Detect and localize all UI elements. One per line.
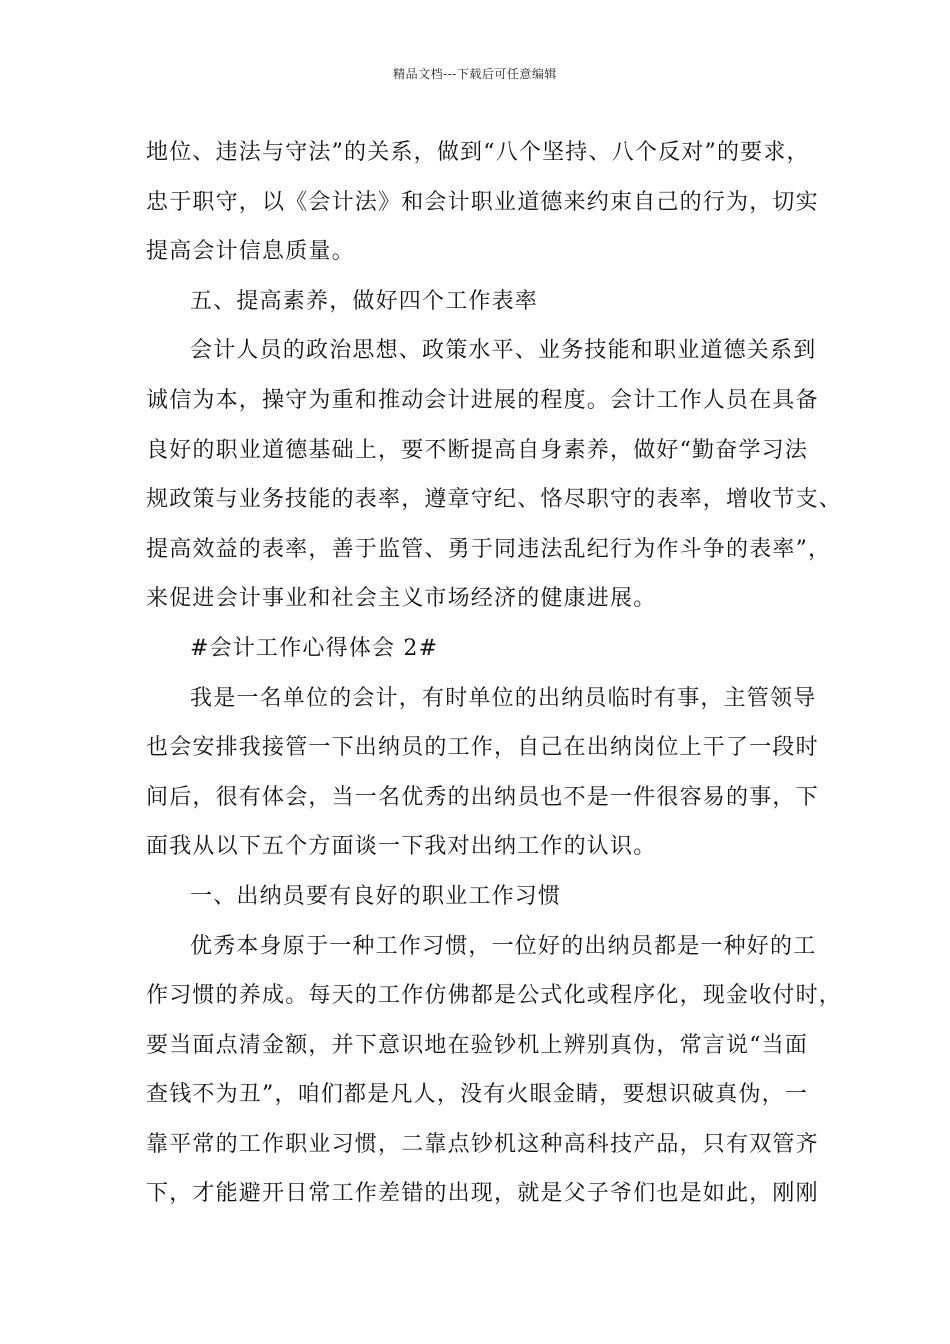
text-line: 要当面点清金额，并下意识地在验钞机上辨别真伪，常言说“当面 [146, 1032, 809, 1058]
text-line: 下，才能避开日常工作差错的出现，就是父子爷们也是如此，刚刚 [146, 1181, 819, 1207]
text-line: 间后，很有体会，当一名优秀的出纳员也不是一件很容易的事，下 [146, 784, 819, 810]
text-line: 来促进会计事业和社会主义市场经济的健康进展。 [146, 586, 657, 612]
text-line: 靠平常的工作职业习惯，二靠点钞机这种高科技产品，只有双管齐 [146, 1131, 819, 1157]
text-line: 提高会计信息质量。 [146, 239, 355, 265]
article-title: #会计工作心得体会 2# [190, 635, 439, 661]
text-line: 提高效益的表率，善于监管、勇于同违法乱纪行为作斗争的表率”， [146, 536, 832, 562]
page-header: 精品文档---下载后可任意编辑 [393, 67, 557, 81]
text-line: 优秀本身原于一种工作习惯，一位好的出纳员都是一种好的工 [190, 933, 817, 959]
text-line: 面我从以下五个方面谈一下我对出纳工作的认识。 [146, 834, 657, 860]
text-line: 忠于职守，以《会计法》和会计职业道德来约束自己的行为，切实 [146, 189, 819, 215]
text-line: 诚信为本，操守为重和推动会计进展的程度。会计工作人员在具备 [146, 387, 819, 413]
text-line: 规政策与业务技能的表率，遵章守纪、恪尽职守的表率，增收节支、 [146, 487, 843, 513]
text-line: 也会安排我接管一下出纳员的工作，自己在出纳岗位上干了一段时 [146, 735, 819, 761]
text-line: 查钱不为丑”，咱们都是凡人，没有火眼金睛，要想识破真伪，一 [146, 1082, 809, 1108]
section-heading: 五、提高素养，做好四个工作表率 [190, 288, 539, 314]
section-heading: 一、出纳员要有良好的职业工作习惯 [190, 883, 562, 909]
document-body [146, 128, 843, 1219]
text-line: 地位、违法与守法”的关系，做到“八个坚持、八个反对”的要求， [146, 140, 810, 165]
text-line: 作习惯的养成。每天的工作仿佛都是公式化或程序化，现金收付时， [146, 983, 843, 1009]
text-line: 良好的职业道德基础上，要不断提高自身素养，做好“勤奋学习法 [146, 437, 809, 463]
text-line: 会计人员的政治思想、政策水平、业务技能和职业道德关系到 [190, 338, 817, 364]
text-line: 我是一名单位的会计，有时单位的出纳员临时有事，主管领导 [190, 685, 817, 711]
